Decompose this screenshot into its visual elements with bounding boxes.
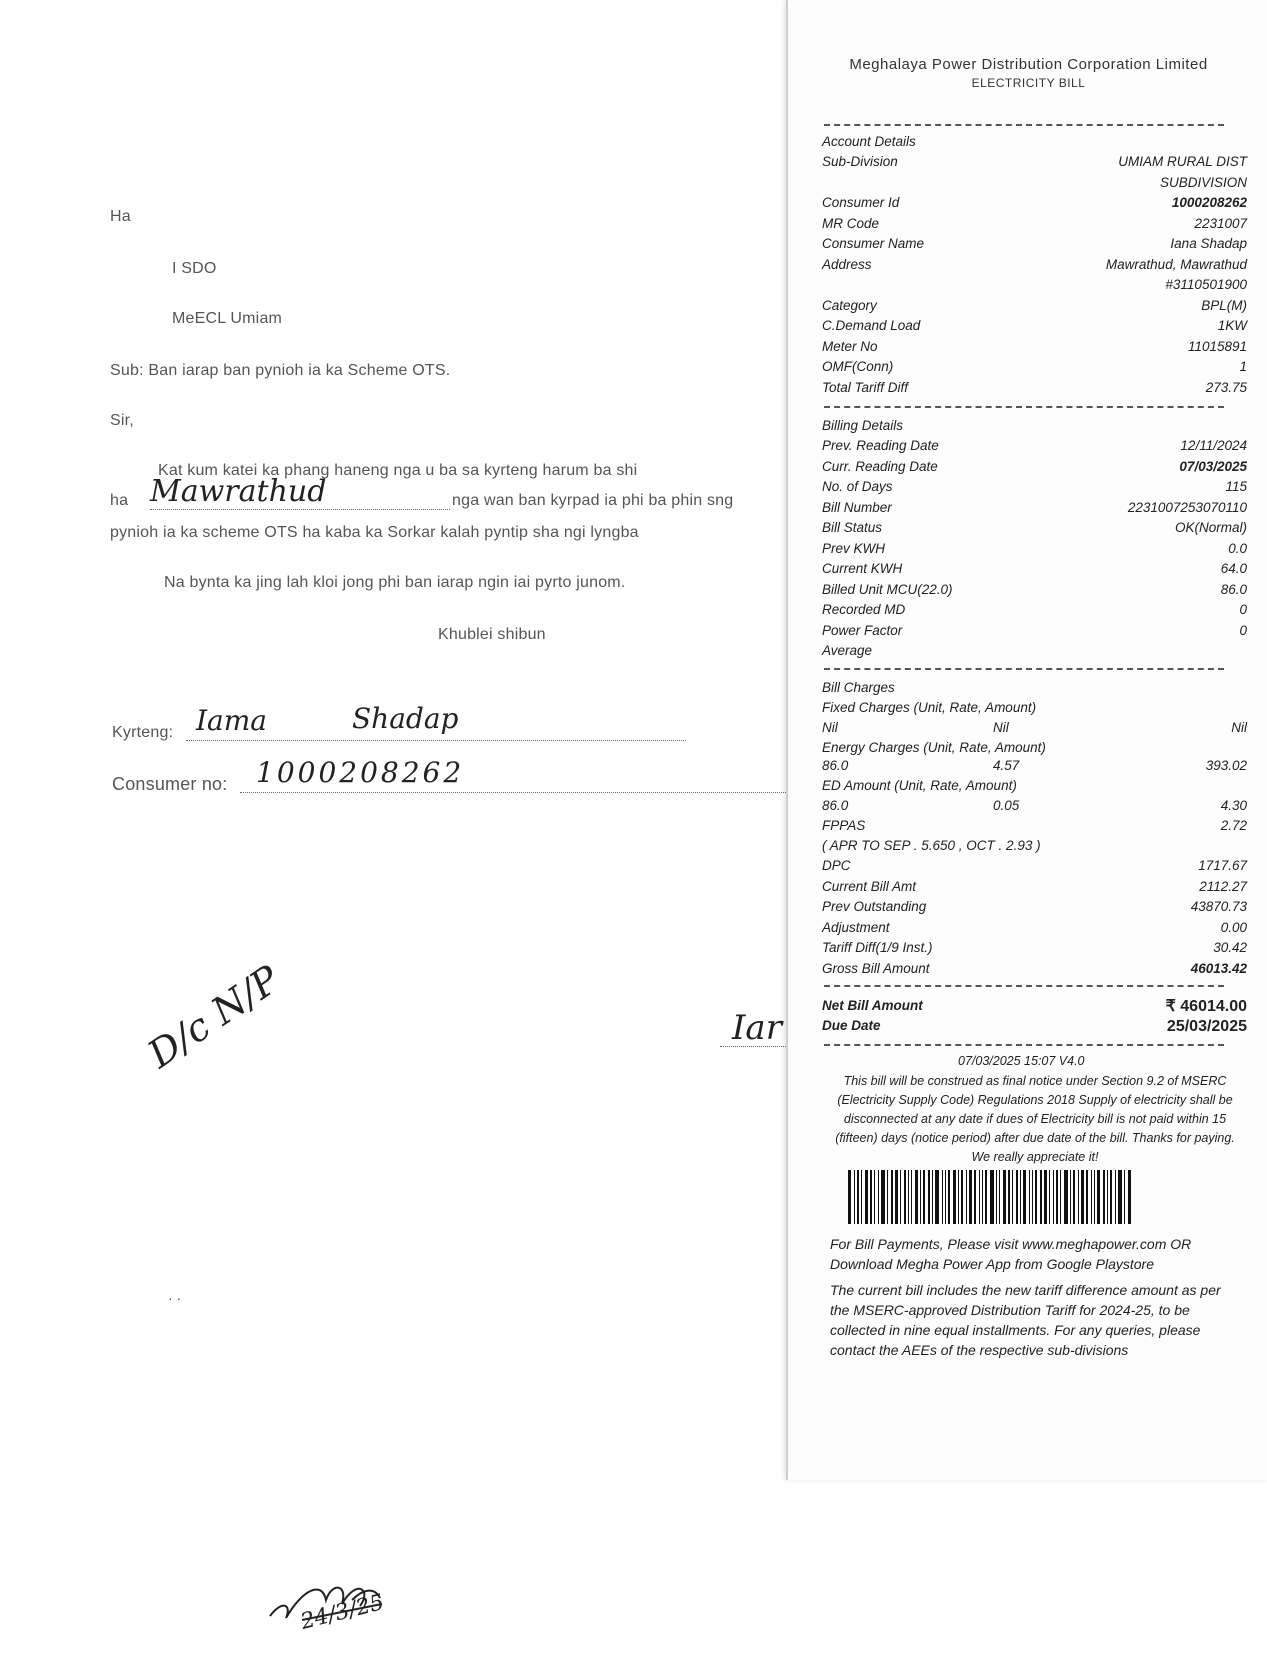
row-value: OK(Normal) [1174,520,1247,535]
net-bill-label: Net Bill Amount [822,998,923,1013]
row-value: 1717.67 [1198,858,1247,873]
body-line-1: Kat kum katei ka phang haneng nga u ba sa kyrteng harum ba shi [158,462,638,479]
row-label: Prev KWH [822,540,886,556]
barcode-bar [942,1170,943,1224]
due-date: 25/03/2025 [1166,1018,1247,1035]
row-label: Consumer Id [822,195,900,210]
row-label: Average [822,643,873,658]
barcode-bar [1073,1170,1075,1224]
barcode-bar [1060,1170,1061,1224]
barcode-bar [1070,1170,1071,1224]
barcode-bar [996,1170,997,1224]
energy-amount: 393.02 [1205,758,1247,773]
row-value: 64.0 [1220,561,1247,576]
divider [824,668,1224,670]
fixed-rate: Nil [993,720,1009,735]
signature-date: 24/3/25 [298,1590,387,1635]
barcode-bar [928,1170,930,1224]
bill-subtitle: ELECTRICITY BILL [971,76,1086,90]
row-label: DPC [822,858,851,873]
row-label: Prev Outstanding [822,899,927,914]
net-bill-amount: ₹ 46014.00 [1165,998,1247,1015]
subject-line: Sub: Ban iarap ban pynioh ia ka Scheme OTS. [110,362,451,379]
body-line-3: pynioh ia ka scheme OTS ha kaba ka Sorkar kalah pyntip sha ngi lyngba [110,524,639,541]
addressee-line-2: MeECL Umiam [172,310,283,327]
row-label: MR Code [822,215,880,231]
ed-rate: 0.05 [993,798,1020,813]
barcode-bar [1097,1170,1100,1224]
barcode-bar [1086,1170,1088,1224]
energy-rate: 4.57 [993,758,1020,773]
ed-unit: 86.0 [822,798,849,813]
barcode-bar [1107,1170,1108,1224]
margin-line [720,1044,786,1047]
row-label: Category [822,297,877,313]
row-label: Meter No [822,338,878,354]
fixed-charges-header: Fixed Charges (Unit, Rate, Amount) [822,700,1037,715]
barcode-bar [911,1170,912,1224]
barcode-bar [870,1170,872,1224]
barcode-bar [1091,1170,1092,1224]
barcode-bar [908,1170,909,1224]
row-label: Power Factor [822,622,903,638]
row-label: Prev. Reading Date [822,438,939,453]
row-value: 43870.73 [1190,899,1247,914]
row-label: Current KWH [822,561,903,576]
row-value: #3110501900 [1165,277,1247,292]
row-label: Current Bill Amt [822,878,917,894]
row-value: 1KW [1217,318,1247,333]
barcode-bar [895,1170,898,1224]
dc-np-note: D/c N/P [140,957,288,1077]
row-value: SUBDIVISION [1159,174,1247,190]
barcode-bar [887,1170,888,1224]
tariff-note: The current bill includes the new tariff difference amount as per the MSERC-approved Distribution Tariff for 2024-25, to be collected in nine equal installments. For any queries, please contact the AEEs of the respective sub-divisions [830,1282,1221,1358]
ed-amount: 4.30 [1220,798,1247,813]
barcode-bar [1044,1170,1047,1224]
name-line [186,738,686,741]
barcode-bar [848,1170,851,1224]
row-value: 86.0 [1220,581,1247,597]
row-value: 0 [1239,622,1247,638]
name-label: Kyrteng: [112,724,174,741]
ed-header: ED Amount (Unit, Rate, Amount) [822,778,1017,793]
due-date-label: Due Date [822,1018,881,1033]
row-label: Gross Bill Amount [822,960,930,976]
barcode-bar [953,1170,956,1224]
barcode-bar [1035,1170,1037,1224]
name-handwriting-last: Shadap [352,702,459,735]
disconnection-notice: This bill will be construed as final notice under Section 9.2 of MSERC (Electricity Supply Code) Regulations 2018 Supply of electricity shall be disconnected at any date if dues of Electricity bill is not paid within 15 (fifteen) days (notice period) after due date of the bill. Thanks for paying. We really appreciate it! [835,1074,1235,1164]
barcode-bar [935,1170,939,1224]
row-value: Mawrathud, Mawrathud [1105,256,1247,272]
barcode-bar [881,1170,885,1224]
row-label: No. of Days [822,479,893,494]
row-label: Recorded MD [822,602,906,617]
barcode [848,1170,1218,1224]
barcode-bar [982,1170,983,1224]
electricity-bill-receipt [786,0,1267,1480]
barcode-bar [923,1170,925,1224]
barcode-bar [1128,1170,1131,1224]
fixed-unit: Nil [822,720,838,735]
billing-details-title: Billing Details [822,418,904,433]
row-value: 2231007253070110 [1127,499,1247,515]
margin-handwriting: Iar [732,1008,782,1048]
closing: Khublei shibun [438,626,546,643]
row-value: 1000208262 [1171,195,1247,210]
barcode-bar [932,1170,933,1224]
barcode-bar [920,1170,921,1224]
fppas-value: 2.72 [1220,818,1247,833]
name-handwriting-first: Iama [196,704,267,737]
barcode-bar [961,1170,963,1224]
consumer-handwriting: 1000208262 [256,756,465,789]
bill-timestamp: 07/03/2025 15:07 V4.0 [958,1054,1085,1068]
barcode-bar [874,1170,875,1224]
barcode-bar [1023,1170,1026,1224]
row-label: Bill Status [822,520,883,535]
row-label: Adjustment [822,919,890,935]
row-value: 115 [1225,479,1247,494]
row-value: 30.42 [1213,940,1247,955]
row-value: 0.00 [1220,919,1247,935]
row-value: 0.0 [1228,540,1247,556]
body-line-2-prefix: ha [110,492,129,509]
row-label: Tariff Diff(1/9 Inst.) [822,940,933,955]
barcode-bar [948,1170,950,1224]
row-label: Address [822,256,872,272]
barcode-bar [990,1170,994,1224]
consumer-line [240,790,786,793]
row-label: Curr. Reading Date [822,458,938,474]
company-name: Meghalaya Power Distribution Corporation Limited [849,56,1208,73]
barcode-bar [1020,1170,1021,1224]
barcode-bar [999,1170,1000,1224]
barcode-bar [1040,1170,1042,1224]
barcode-bar [1094,1170,1095,1224]
divider [824,406,1224,408]
barcode-bar [1008,1170,1010,1224]
row-label: Total Tariff Diff [822,379,909,395]
row-value: UMIAM RURAL DIST [1118,154,1247,169]
row-label: Bill Number [822,499,892,515]
stray-marks: · · [168,1290,182,1306]
barcode-bar [857,1170,859,1224]
barcode-bar [1110,1170,1112,1224]
barcode-bar [1103,1170,1105,1224]
barcode-bar [979,1170,980,1224]
row-value: BPL(M) [1201,297,1247,313]
row-value: 07/03/2025 [1179,458,1247,474]
body-line-2-suffix: nga wan ban kyrpad ia phi ba phin sng [452,492,734,509]
barcode-bar [891,1170,893,1224]
row-value: Iana Shadap [1170,236,1247,251]
barcode-bar [900,1170,901,1224]
barcode-bar [1124,1170,1125,1224]
barcode-bar [1029,1170,1030,1224]
fppas-note: ( APR TO SEP . 5.650 , OCT . 2.93 ) [822,838,1041,853]
fixed-amount: Nil [1231,720,1247,735]
row-value: 273.75 [1205,379,1247,395]
barcode-bar [1003,1170,1006,1224]
salutation: Ha [110,208,131,225]
barcode-bar [974,1170,976,1224]
barcode-bar [958,1170,959,1224]
row-label: OMF(Conn) [822,359,894,374]
row-label: Consumer Name [822,236,925,251]
row-value: 46013.42 [1190,960,1247,976]
barcode-bar [1053,1170,1054,1224]
barcode-bar [854,1170,855,1224]
row-label: Billed Unit MCU(22.0) [822,581,953,597]
barcode-bar [1118,1170,1122,1224]
row-value: 0 [1239,602,1247,617]
barcode-bar [1049,1170,1050,1224]
barcode-bar [1012,1170,1013,1224]
barcode-bar [985,1170,987,1224]
row-value: 11015891 [1187,338,1247,354]
barcode-bar [904,1170,906,1224]
barcode-bar [865,1170,868,1224]
village-handwriting: Mawrathud [150,474,450,510]
addressee-line-1: I SDO [172,260,217,277]
row-value: 2231007 [1194,215,1247,231]
row-label: Sub-Division [822,154,898,169]
divider [824,1044,1224,1046]
body-line-4: Na bynta ka jing lah kloi jong phi ban iarap ngin iai pyrto junom. [164,574,626,591]
barcode-bar [1081,1170,1084,1224]
barcode-bar [1064,1170,1068,1224]
consumer-label: Consumer no: [112,774,228,794]
account-details-title: Account Details [822,134,916,149]
barcode-bar [966,1170,967,1224]
payments-note: For Bill Payments, Please visit www.meghapower.com OR Download Megha Power App from Google Playstore [830,1236,1192,1272]
barcode-bar [1078,1170,1079,1224]
greeting: Sir, [110,412,134,429]
barcode-bar [878,1170,879,1224]
barcode-bar [1056,1170,1058,1224]
row-value: 2112.27 [1199,878,1247,894]
fppas-label: FPPAS [822,818,866,833]
barcode-bar [945,1170,946,1224]
row-value: 12/11/2024 [1180,438,1247,453]
row-value: 1 [1239,359,1247,374]
divider [824,985,1224,987]
barcode-bar [1115,1170,1116,1224]
divider [824,124,1224,126]
energy-charges-header: Energy Charges (Unit, Rate, Amount) [822,740,1046,755]
energy-unit: 86.0 [822,758,849,773]
barcode-bar [969,1170,972,1224]
barcode-bar [915,1170,918,1224]
barcode-bar [1032,1170,1033,1224]
barcode-bar [861,1170,862,1224]
barcode-bar [1016,1170,1018,1224]
bill-charges-title: Bill Charges [822,680,895,695]
row-label: C.Demand Load [822,318,921,333]
